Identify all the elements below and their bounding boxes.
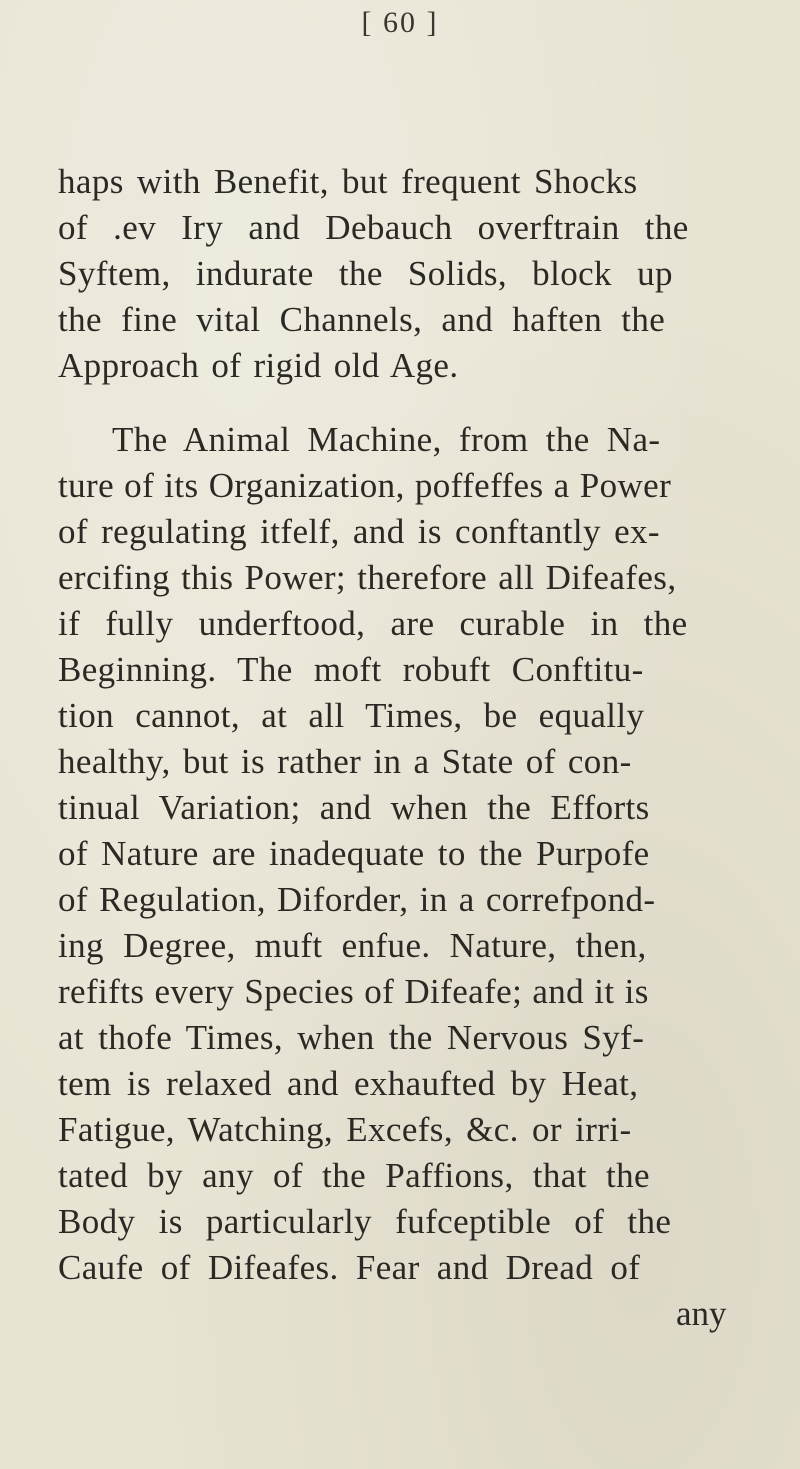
text-line: at thofe Times, when the Nervous Syf- [58, 1018, 645, 1057]
catchword: any [676, 1294, 727, 1333]
text-line: Syftem, indurate the Solids, block up [58, 254, 673, 293]
text-line: if fully underftood, are curable in the [58, 604, 688, 643]
text-line: of Regulation, Diforder, in a correfpond- [58, 880, 656, 919]
text-line: healthy, but is rather in a State of con- [58, 742, 632, 781]
text-line: tem is relaxed and exhaufted by Heat, [58, 1064, 639, 1103]
text-line: refifts every Species of Difeafe; and it is [58, 972, 649, 1011]
text-line: Approach of rigid old Age. [58, 346, 459, 385]
text-line: of regulating itfelf, and is conftantly ex- [58, 512, 660, 551]
text-line: ercifing this Power; therefore all Difeafes, [58, 558, 677, 597]
page-number: [ 60 ] [361, 6, 439, 39]
text-line: Fatigue, Watching, Excefs, &c. or irri- [58, 1110, 632, 1149]
text-line: the fine vital Channels, and haften the [58, 300, 666, 339]
text-line: ture of its Organization, poffeffes a Power [58, 466, 672, 505]
text-line: ing Degree, muft enfue. Nature, then, [58, 926, 647, 965]
text-line: haps with Benefit, but frequent Shocks [58, 162, 638, 201]
text-line: The Animal Machine, from the Na- [112, 420, 661, 459]
text-line: Beginning. The moft robuft Conftitu- [58, 650, 644, 689]
text-line: tion cannot, at all Times, be equally [58, 696, 645, 735]
text-line: Caufe of Difeafes. Fear and Dread of [58, 1248, 641, 1287]
text-line: tinual Variation; and when the Efforts [58, 788, 650, 827]
text-line: tated by any of the Paffions, that the [58, 1156, 650, 1195]
text-line: Body is particularly fufceptible of the [58, 1202, 672, 1241]
text-line: of Nature are inadequate to the Purpofe [58, 834, 650, 873]
text-line: of .ev Iry and Debauch overftrain the [58, 208, 689, 247]
